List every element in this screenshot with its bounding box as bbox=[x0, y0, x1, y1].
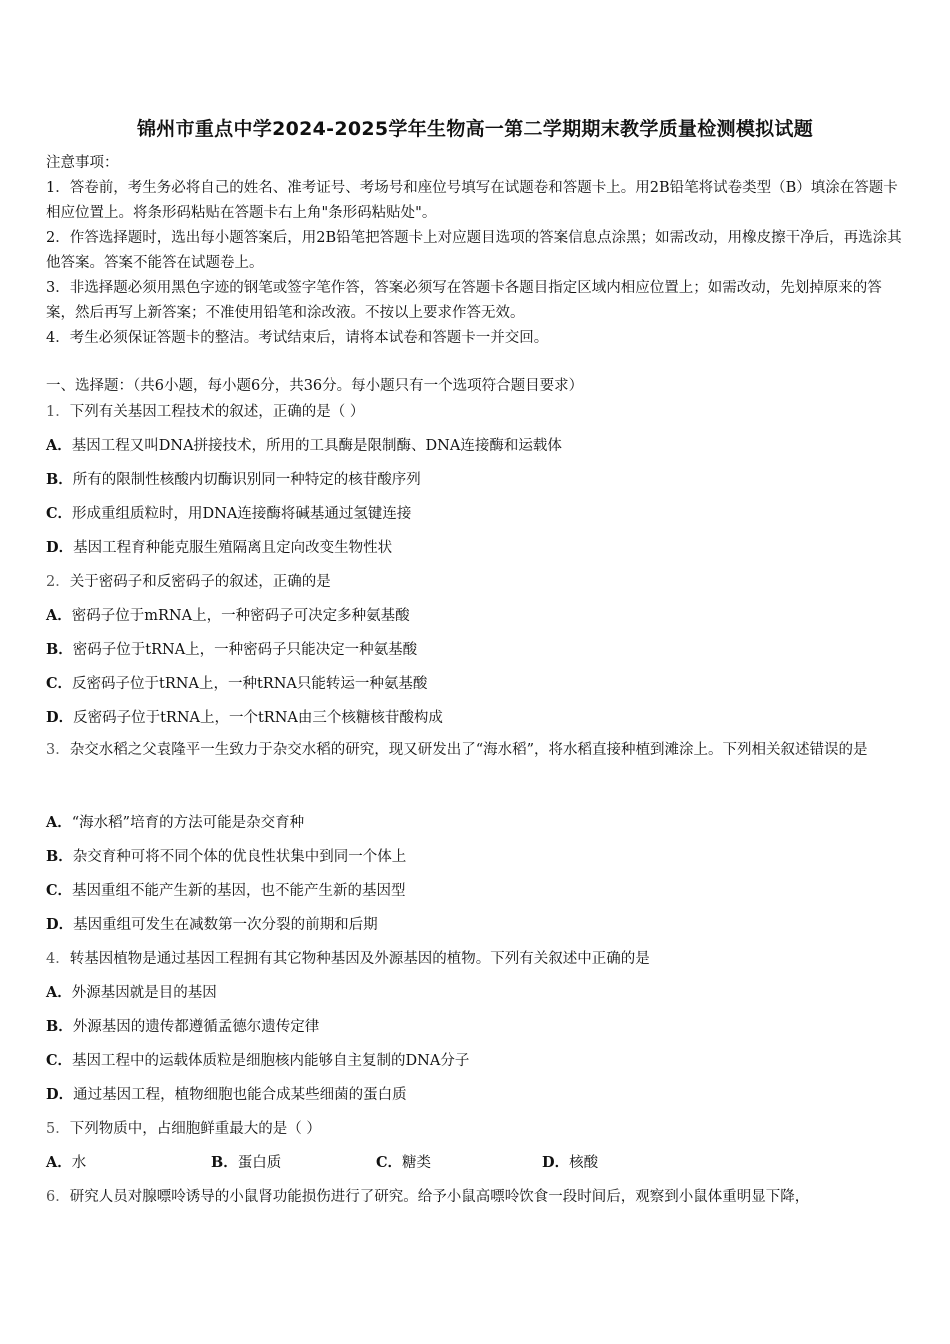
question-stem: 下列有关基因工程技术的叙述，正确的是（ ） bbox=[69, 404, 365, 420]
q4-option-a: A．外源基因就是目的基因 bbox=[46, 984, 217, 1001]
q4-option-c: C．基因工程中的运载体质粒是细胞核内能够自主复制的DNA分子 bbox=[46, 1052, 470, 1069]
q3-option-b: B．杂交育种可将不同个体的优良性状集中到同一个体上 bbox=[46, 848, 407, 865]
q3-option-a: A．“海水稻”培育的方法可能是杂交育种 bbox=[46, 814, 305, 831]
question-number: 6． bbox=[46, 1189, 70, 1205]
notes-block bbox=[46, 151, 906, 351]
page-title: 锦州市重点中学2024-2025学年生物高一第二学期期末教学质量检测模拟试题 bbox=[136, 118, 814, 140]
question-stem: 下列物质中，占细胞鲜重最大的是（ ） bbox=[69, 1121, 321, 1137]
question-number: 5． bbox=[46, 1121, 70, 1137]
note-item: 4．考生必须保证答题卡的整洁。考试结束后，请将本试卷和答题卡一并交回。 bbox=[46, 330, 549, 346]
question-stem: 研究人员对腺嘌呤诱导的小鼠肾功能损伤进行了研究。给予小鼠高嘌呤饮食一段时间后，观察到小鼠体重明显下降， bbox=[69, 1189, 810, 1205]
q1-option-a: A．基因工程又叫DNA拼接技术，所用的工具酶是限制酶、DNA连接酶和运载体 bbox=[46, 437, 562, 454]
notes-heading: 注意事项： bbox=[46, 155, 119, 171]
note-item: 1．答卷前，考生务必将自己的姓名、准考证号、考场号和座位号填写在试题卷和答题卡上。用2B铅笔将试卷类型（B）填涂在答题卡相应位置上。将条形码粘贴在答题卡右上角"条形码粘贴处"。 bbox=[46, 180, 898, 221]
q5-option-c: C．糖类 bbox=[376, 1154, 432, 1171]
q1-option-d: D．基因工程育种能克服生殖隔离且定向改变生物性状 bbox=[46, 539, 393, 556]
question-5 bbox=[46, 1117, 916, 1138]
q1-option-b: B．所有的限制性核酸内切酶识别同一种特定的核苷酸序列 bbox=[46, 471, 421, 488]
question-number: 4． bbox=[46, 951, 70, 967]
question-number: 2． bbox=[46, 574, 70, 590]
question-6 bbox=[46, 1185, 916, 1206]
section-heading: 一、选择题：（共6小题，每小题6分，共36分。每小题只有一个选项符合题目要求） bbox=[46, 378, 584, 394]
question-stem: 关于密码子和反密码子的叙述，正确的是 bbox=[69, 574, 331, 590]
question-number: 3． bbox=[46, 742, 70, 758]
question-1 bbox=[46, 400, 916, 421]
q4-option-b: B．外源基因的遗传都遵循孟德尔遗传定律 bbox=[46, 1018, 320, 1035]
q1-option-c: C．形成重组质粒时，用DNA连接酶将碱基通过氢键连接 bbox=[46, 505, 412, 522]
question-3 bbox=[46, 731, 908, 769]
question-4 bbox=[46, 947, 916, 968]
q2-option-a: A．密码子位于mRNA上，一种密码子可决定多种氨基酸 bbox=[46, 607, 410, 624]
question-2 bbox=[46, 570, 916, 591]
q5-option-a: A．水 bbox=[46, 1154, 87, 1171]
note-item: 2．作答选择题时，选出每小题答案后，用2B铅笔把答题卡上对应题目选项的答案信息点涂黑；如需改动，用橡皮擦干净后，再选涂其他答案。答案不能答在试题卷上。 bbox=[46, 230, 902, 271]
note-item: 3．非选择题必须用黑色字迹的钢笔或签字笔作答，答案必须写在答题卡各题目指定区域内相应位置上；如需改动，先划掉原来的答案，然后再写上新答案；不准使用铅笔和涂改液。不按以上要求作答无效。 bbox=[46, 280, 882, 321]
q2-option-d: D．反密码子位于tRNA上，一个tRNA由三个核糖核苷酸构成 bbox=[46, 709, 443, 726]
question-number: 1． bbox=[46, 404, 70, 420]
q2-option-b: B．密码子位于tRNA上，一种密码子只能决定一种氨基酸 bbox=[46, 641, 418, 658]
q5-option-b: B．蛋白质 bbox=[211, 1154, 282, 1171]
q3-option-d: D．基因重组可发生在减数第一次分裂的前期和后期 bbox=[46, 916, 378, 933]
q4-option-d: D．通过基因工程，植物细胞也能合成某些细菌的蛋白质 bbox=[46, 1086, 407, 1103]
q3-option-c: C．基因重组不能产生新的基因，也不能产生新的基因型 bbox=[46, 882, 406, 899]
q5-option-d: D．核酸 bbox=[542, 1154, 599, 1171]
question-stem: 转基因植物是通过基因工程拥有其它物种基因及外源基因的植物。下列有关叙述中正确的是 bbox=[69, 951, 650, 967]
q2-option-c: C．反密码子位于tRNA上，一种tRNA只能转运一种氨基酸 bbox=[46, 675, 428, 692]
question-stem: 杂交水稻之父袁隆平一生致力于杂交水稻的研究，现又研发出了“海水稻”，将水稻直接种植到滩涂上。下列相关叙述错误的是 bbox=[69, 742, 868, 758]
